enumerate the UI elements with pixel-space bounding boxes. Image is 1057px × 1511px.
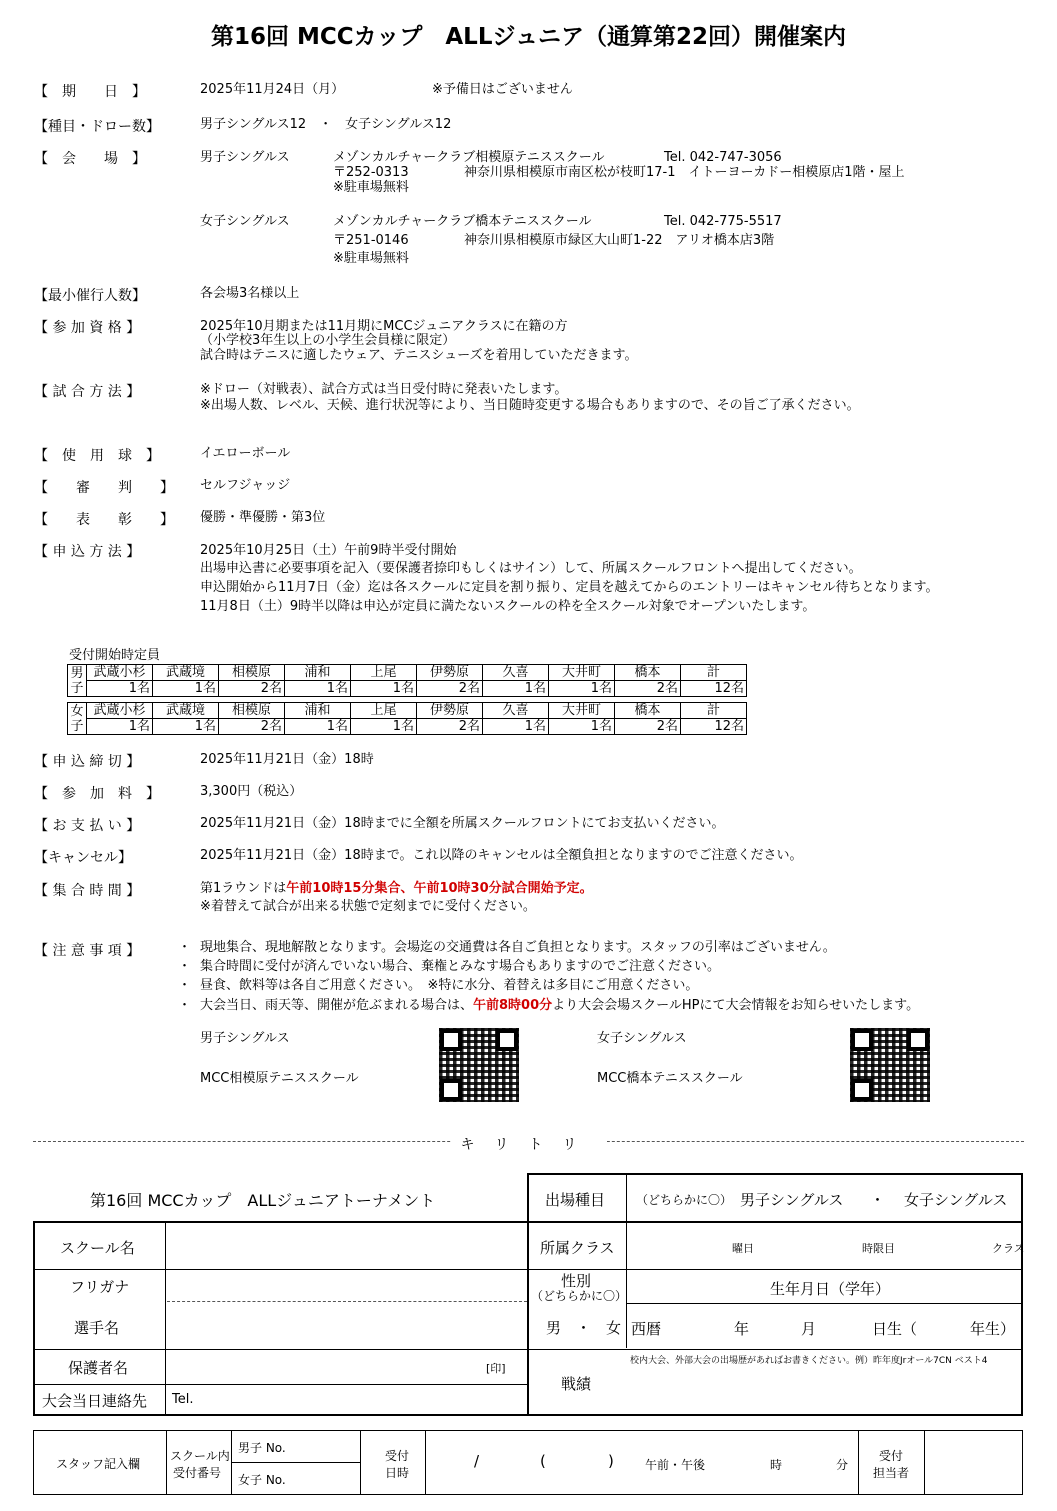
cancel-label: 【キャンセル】 [34, 850, 132, 866]
referee-value: セルフジャッジ [200, 478, 291, 493]
staff-date-slash: / [474, 1452, 480, 1470]
quota-count: 1名 [153, 719, 219, 735]
quota-count: 1名 [351, 719, 417, 735]
contact-label: 大会当日連絡先 [42, 1392, 148, 1410]
venue-girls-cat: 女子シングルス [200, 214, 290, 229]
qr-boys-category: 男子シングルス [200, 1031, 290, 1046]
quota-count: 2名 [417, 719, 483, 735]
quota-count: 1名 [87, 681, 153, 697]
quota-count: 1名 [483, 719, 549, 735]
eligibility-label: 【 参 加 資 格 】 [34, 320, 141, 336]
quota-school: 浦和 [285, 703, 351, 719]
quota-school: 久喜 [483, 703, 549, 719]
format-line: ※ドロー（対戦表）、試合方式は当日受付時に発表いたします。 [200, 382, 568, 397]
venue-girls-address: 神奈川県相模原市緑区大山町1-22 アリオ橋本店3階 [464, 233, 775, 248]
date-value: 2025年11月24日（月） [200, 82, 345, 97]
payment-value: 2025年11月21日（金）18時までに全額を所属スクールフロントにてお支払いください。 [200, 816, 725, 831]
furigana-input[interactable] [167, 1271, 526, 1300]
quota-school: 伊勢原 [417, 703, 483, 719]
award-label: 【 表 彰 】 [34, 512, 174, 528]
quota-school: 武蔵境 [153, 703, 219, 719]
date-note: ※予備日はございません [432, 82, 573, 97]
quota-count: 1名 [87, 719, 153, 735]
quota-girls-label: 女 子 [68, 703, 87, 735]
contact-input[interactable] [200, 1386, 526, 1413]
qr-code-girls[interactable] [850, 1028, 930, 1102]
quota-school: 計 [681, 665, 747, 681]
venue-boys-tel: Tel. 042-747-3056 [664, 150, 782, 165]
staff-ampm: 午前・午後 [645, 1458, 706, 1472]
assembly-pre: 第1ラウンドは [200, 881, 287, 896]
quota-count: 2名 [219, 719, 285, 735]
quota-count: 1名 [351, 681, 417, 697]
entry-separator: ・ [870, 1191, 886, 1209]
staff-paren-open: ( [540, 1452, 546, 1470]
apply-label: 【 申 込 方 法 】 [34, 544, 141, 560]
quota-count: 1名 [153, 681, 219, 697]
format-label: 【 試 合 方 法 】 [34, 384, 141, 400]
quota-school: 大井町 [549, 703, 615, 719]
staff-paren-close: ) [608, 1452, 614, 1470]
venue-boys-parking: ※駐車場無料 [333, 180, 409, 195]
qr-girls-category: 女子シングルス [597, 1031, 687, 1046]
quota-school: 大井町 [549, 665, 615, 681]
venue-boys-address: 神奈川県相模原市南区松が枝町17-1 イトーヨーカドー相模原店1階・屋上 [464, 165, 905, 180]
date-label: 【 期 日 】 [34, 84, 146, 100]
class-day: 曜日 [732, 1242, 754, 1255]
record-label: 戦績 [561, 1375, 592, 1393]
staff-label: スタッフ記入欄 [56, 1457, 141, 1471]
deadline-label: 【 申 込 締 切 】 [34, 754, 141, 770]
staff-boys-no: 男子 No. [238, 1441, 286, 1455]
quota-table-boys [67, 664, 747, 697]
note-last-post: より大会会場スクールHPにて大会情報をお知らせいたします。 [552, 998, 920, 1013]
birth-year: 年 [734, 1320, 750, 1338]
note-line: 昼食、飲料等は各自ご用意ください。 ※特に水分、着替えは多目にご用意ください。 [200, 978, 699, 993]
staff-person-label2: 担当者 [873, 1466, 910, 1480]
sex-note: （どちらかに〇） [531, 1289, 628, 1303]
staff-date-label: 受付 [385, 1449, 410, 1463]
quota-school: 橋本 [615, 703, 681, 719]
minimum-label: 【最小催行人数】 [34, 288, 146, 304]
player-label: 選手名 [74, 1319, 120, 1337]
quota-count: 1名 [549, 719, 615, 735]
bullet: ・ [178, 978, 192, 993]
quota-school: 武蔵小杉 [87, 665, 153, 681]
school-input[interactable] [167, 1223, 526, 1268]
note-last-pre: 大会当日、雨天等、開催が危ぶまれる場合は、 [200, 998, 474, 1013]
event-label: 【種目・ドロー数】 [34, 119, 160, 135]
ball-value: イエローボール [200, 446, 291, 461]
birth-grade: 年生） [970, 1320, 1016, 1338]
record-input[interactable] [628, 1366, 1020, 1413]
bullet: ・ [178, 959, 192, 974]
school-label: スクール名 [60, 1239, 135, 1257]
quota-school: 武蔵境 [153, 665, 219, 681]
class-class: クラス [992, 1242, 1025, 1255]
qr-girls-school: MCC橋本テニススクール [597, 1071, 743, 1086]
furigana-label: フリガナ [70, 1278, 130, 1296]
sex-label: 性別 [561, 1272, 592, 1290]
apply-line: 出場申込書に必要事項を記入（要保護者捺印もしくはサイン）して、所属スクールフロントへ提出してください。 [200, 561, 862, 576]
quota-table-girls [67, 702, 747, 735]
assembly-label: 【 集 合 時 間 】 [34, 883, 141, 899]
quota-count: 1名 [285, 681, 351, 697]
birth-month: 月 [801, 1320, 817, 1338]
quota-school: 橋本 [615, 665, 681, 681]
eligibility-line: 試合時はテニスに適したウェア、テニスシューズを着用していただきます。 [200, 348, 638, 363]
quota-school: 上尾 [351, 703, 417, 719]
quota-school: 計 [681, 703, 747, 719]
qr-code-boys[interactable] [439, 1028, 519, 1102]
staff-date-label2: 日時 [385, 1466, 410, 1480]
guardian-label: 保護者名 [68, 1359, 129, 1377]
venue-girls-name: メゾンカルチャークラブ橋本テニススクール [333, 214, 592, 229]
venue-girls-zip: 〒251-0146 [333, 233, 409, 248]
venue-boys-cat: 男子シングルス [200, 150, 290, 165]
assembly-time: 午前10時15分集合、午前10時30分試合開始予定。 [286, 881, 593, 896]
quota-count: 12名 [681, 719, 747, 735]
deadline-value: 2025年11月21日（金）18時 [200, 752, 374, 767]
quota-school: 相模原 [219, 703, 285, 719]
referee-label: 【 審 判 】 [34, 480, 174, 496]
note-line-last [200, 998, 919, 1014]
quota-count: 2名 [615, 719, 681, 735]
staff-girls-no: 女子 No. [238, 1473, 286, 1487]
seal-mark: [印] [486, 1362, 506, 1375]
fee-label: 【 参 加 料 】 [34, 786, 160, 802]
quota-school: 上尾 [351, 665, 417, 681]
birth-day: 日生（ [872, 1320, 918, 1338]
venue-boys-name: メゾンカルチャークラブ相模原テニススクール [333, 150, 605, 165]
quota-school: 武蔵小杉 [87, 703, 153, 719]
qr-boys-school: MCC相模原テニススクール [200, 1071, 359, 1086]
staff-person-label: 受付 [879, 1449, 904, 1463]
staff-minute: 分 [836, 1458, 849, 1472]
sex-options[interactable]: 男 ・ 女 [546, 1319, 622, 1337]
assembly-line2: ※着替えて試合が出来る状態で定刻までに受付ください。 [200, 899, 536, 914]
award-value: 優勝・準優勝・第3位 [200, 510, 326, 525]
staff-number-label: スクール内 [170, 1449, 230, 1463]
entry-girls-option[interactable]: 女子シングルス [904, 1191, 1008, 1209]
record-note: 校内大会、外部大会の出場歴があればお書きください。例）昨年度Jrオール7CN ベスト4 [630, 1356, 988, 1366]
quota-count: 2名 [417, 681, 483, 697]
staff-hour: 時 [770, 1458, 783, 1472]
staff-number-label2: 受付番号 [173, 1466, 222, 1480]
cut-label: キリトリ [0, 1134, 1057, 1154]
player-input[interactable] [167, 1303, 526, 1348]
venue-girls-tel: Tel. 042-775-5517 [664, 214, 782, 229]
minimum-value: 各会場3名様以上 [200, 286, 300, 301]
apply-line: 2025年10月25日（土）午前9時半受付開始 [200, 543, 457, 558]
contact-tel: Tel. [172, 1392, 194, 1407]
class-label: 所属クラス [540, 1239, 615, 1257]
apply-line: 11月8日（土）9時半以降は申込が定員に満たないスクールの枠を全スクール対象でオープンいたします。 [200, 599, 816, 614]
quota-count: 2名 [219, 681, 285, 697]
fee-value: 3,300円（税込） [200, 784, 303, 799]
payment-label: 【 お 支 払 い 】 [34, 818, 141, 834]
guardian-input[interactable] [167, 1351, 526, 1383]
venue-girls-parking: ※駐車場無料 [333, 251, 409, 266]
quota-school: 相模原 [219, 665, 285, 681]
event-value: 男子シングルス12 ・ 女子シングルス12 [200, 117, 452, 132]
note-line: 現地集合、現地解散となります。会場迄の交通費は各自ご負担となります。スタッフの引率はございません。 [200, 940, 836, 955]
form-title: 第16回 MCCカップ ALLジュニアトーナメント [90, 1191, 436, 1210]
bullet: ・ [178, 998, 192, 1013]
birth-label: 生年月日（学年） [770, 1280, 891, 1298]
venue-label: 【 会 場 】 [34, 151, 146, 167]
quota-school: 伊勢原 [417, 665, 483, 681]
entry-label: 出場種目 [545, 1191, 606, 1209]
entry-note: （どちらかに〇） [636, 1193, 733, 1207]
class-period: 時限目 [862, 1242, 895, 1255]
venue-boys-zip: 〒252-0313 [333, 165, 409, 180]
quota-count: 1名 [285, 719, 351, 735]
birth-era: 西暦 [631, 1320, 662, 1338]
quota-caption: 受付開始時定員 [69, 648, 161, 663]
page-title: 第16回 MCCカップ ALLジュニア（通算第22回）開催案内 [210, 24, 847, 50]
eligibility-line: （小学校3年生以上の小学生会員様に限定） [200, 333, 456, 348]
quota-count: 1名 [483, 681, 549, 697]
quota-count: 12名 [681, 681, 747, 697]
quota-school: 浦和 [285, 665, 351, 681]
quota-school: 久喜 [483, 665, 549, 681]
eligibility-line: 2025年10月期または11月期にMCCジュニアクラスに在籍の方 [200, 319, 568, 334]
quota-count: 1名 [549, 681, 615, 697]
bullet: ・ [178, 940, 192, 955]
apply-line: 申込開始から11月7日（金）迄は各スクールに定員を割り振り、定員を越えてからのエントリーはキャンセル待ちとなります。 [200, 580, 939, 595]
entry-boys-option[interactable]: 男子シングルス [740, 1191, 844, 1209]
notes-label: 【 注 意 事 項 】 [34, 943, 141, 959]
cancel-value: 2025年11月21日（金）18時まで。これ以降のキャンセルは全額負担となりますのでご注意ください。 [200, 848, 803, 863]
note-line: 集合時間に受付が済んでいない場合、棄権とみなす場合もありますのでご注意ください。 [200, 959, 721, 974]
quota-boys-label: 男 子 [68, 665, 87, 697]
assembly-line [200, 881, 593, 897]
ball-label: 【 使 用 球 】 [34, 448, 160, 464]
format-line: ※出場人数、レベル、天候、進行状況等により、当日随時変更する場合もありますので、その旨ご了承ください。 [200, 398, 860, 413]
note-last-time: 午前8時00分 [473, 998, 553, 1013]
quota-count: 2名 [615, 681, 681, 697]
